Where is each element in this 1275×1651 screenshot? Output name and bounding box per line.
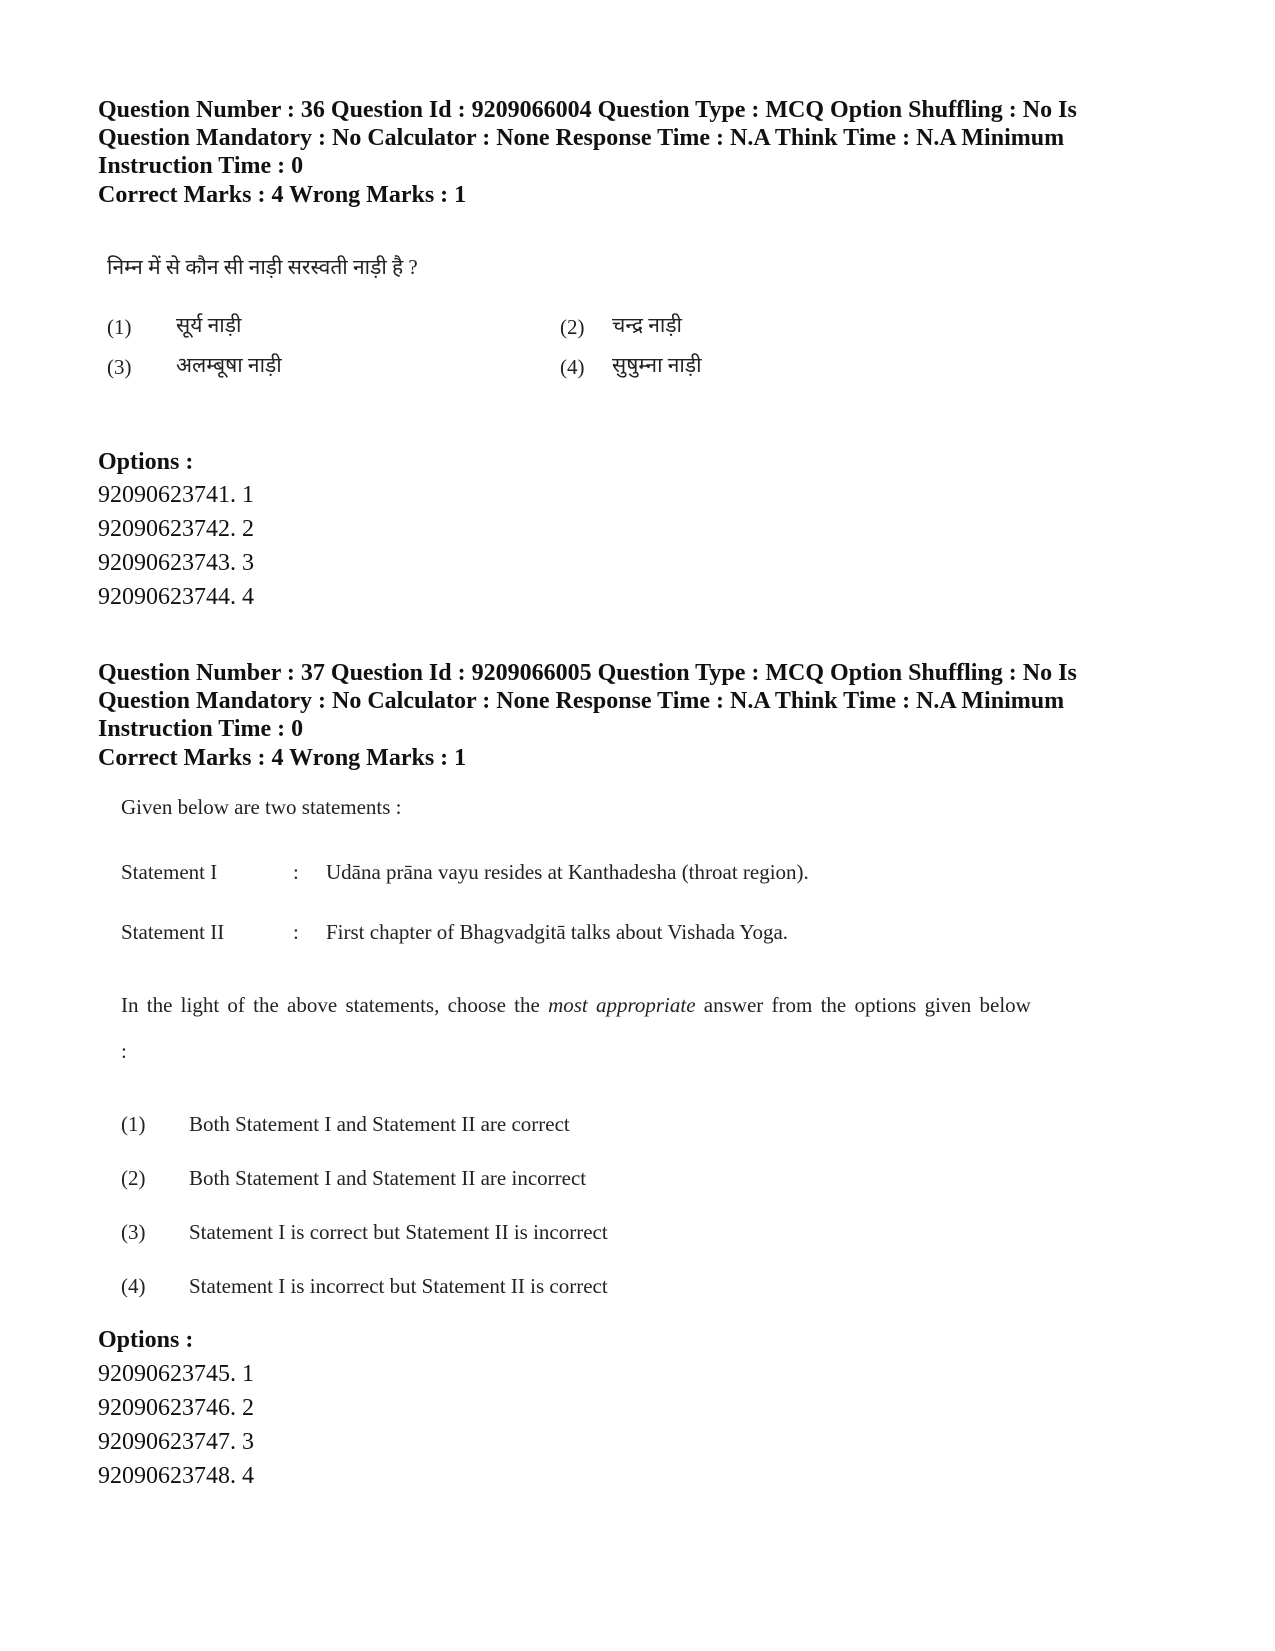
question-37-meta: Question Number : 37 Question Id : 9209066005 Question Type : MCQ Option Shuffling : No Is Question Mandatory : No Calculator : None Response Time : N.A Think Time : N.A Minimum Instruction Time : 0 xyxy=(98,660,1077,742)
question-36-meta: Question Number : 36 Question Id : 9209066004 Question Type : MCQ Option Shuffling : No Is Question Mandatory : No Calculator : None Response Time : N.A Think Time : N.A Minimum Instruction Time : 0 xyxy=(98,97,1077,179)
emphasis-most-appropriate: most appropriate xyxy=(548,993,696,1017)
question-37-choice-2-number: (2) xyxy=(121,1166,146,1190)
question-36-option-1: 92090623741. 1 xyxy=(98,482,254,508)
question-37-choice-4-text: Statement I is incorrect but Statement II is correct xyxy=(189,1274,608,1298)
question-36-options-label: Options : xyxy=(98,449,194,475)
question-37-option-2: 92090623746. 2 xyxy=(98,1395,254,1421)
question-37-stem: Given below are two statements : xyxy=(121,795,402,819)
question-37-choice-4-number: (4) xyxy=(121,1274,146,1298)
statement-2-label: Statement II xyxy=(121,920,225,944)
question-36-choice-1-number: (1) xyxy=(107,315,132,339)
statement-2-text: First chapter of Bhagvadgitā talks about Vishada Yoga. xyxy=(326,920,789,944)
question-37-option-1: 92090623745. 1 xyxy=(98,1361,254,1387)
statement-1-colon: : xyxy=(293,860,299,884)
question-36-option-4: 92090623744. 4 xyxy=(98,584,254,610)
question-37-choice-1-number: (1) xyxy=(121,1112,146,1136)
statement-1-text: Udāna prāna vayu resides at Kanthadesha (throat region). xyxy=(326,860,809,884)
question-37-instruction: In the light of the above statements, choose the most appropriate answer from the options given below : xyxy=(121,993,1031,1063)
question-37-choice-3-text: Statement I is correct but Statement II is incorrect xyxy=(189,1220,608,1244)
question-36-choice-4-text: सुषुम्ना नाड़ी xyxy=(612,353,702,377)
question-37-option-4: 92090623748. 4 xyxy=(98,1463,254,1489)
question-36-choice-3-text: अलम्बूषा नाड़ी xyxy=(176,353,282,377)
question-37-options-label: Options : xyxy=(98,1327,194,1353)
statement-1-label: Statement I xyxy=(121,860,218,884)
question-36-stem: निम्न में से कौन सी नाड़ी सरस्वती नाड़ी है ? xyxy=(107,255,418,279)
question-37-choice-3-number: (3) xyxy=(121,1220,146,1244)
question-36-choice-1-text: सूर्य नाड़ी xyxy=(176,313,242,337)
question-36-option-3: 92090623743. 3 xyxy=(98,550,254,576)
question-37-choice-1-text: Both Statement I and Statement II are correct xyxy=(189,1112,570,1136)
question-36-choice-2-number: (2) xyxy=(560,315,585,339)
question-37-marks: Correct Marks : 4 Wrong Marks : 1 xyxy=(98,745,467,771)
question-36-choice-2-text: चन्द्र नाड़ी xyxy=(612,313,682,337)
question-36-option-2: 92090623742. 2 xyxy=(98,516,254,542)
question-36-choice-3-number: (3) xyxy=(107,355,132,379)
question-37-choice-2-text: Both Statement I and Statement II are incorrect xyxy=(189,1166,587,1190)
question-37-option-3: 92090623747. 3 xyxy=(98,1429,254,1455)
statement-2-colon: : xyxy=(293,920,299,944)
question-36-choice-4-number: (4) xyxy=(560,355,585,379)
question-36-marks: Correct Marks : 4 Wrong Marks : 1 xyxy=(98,182,467,208)
